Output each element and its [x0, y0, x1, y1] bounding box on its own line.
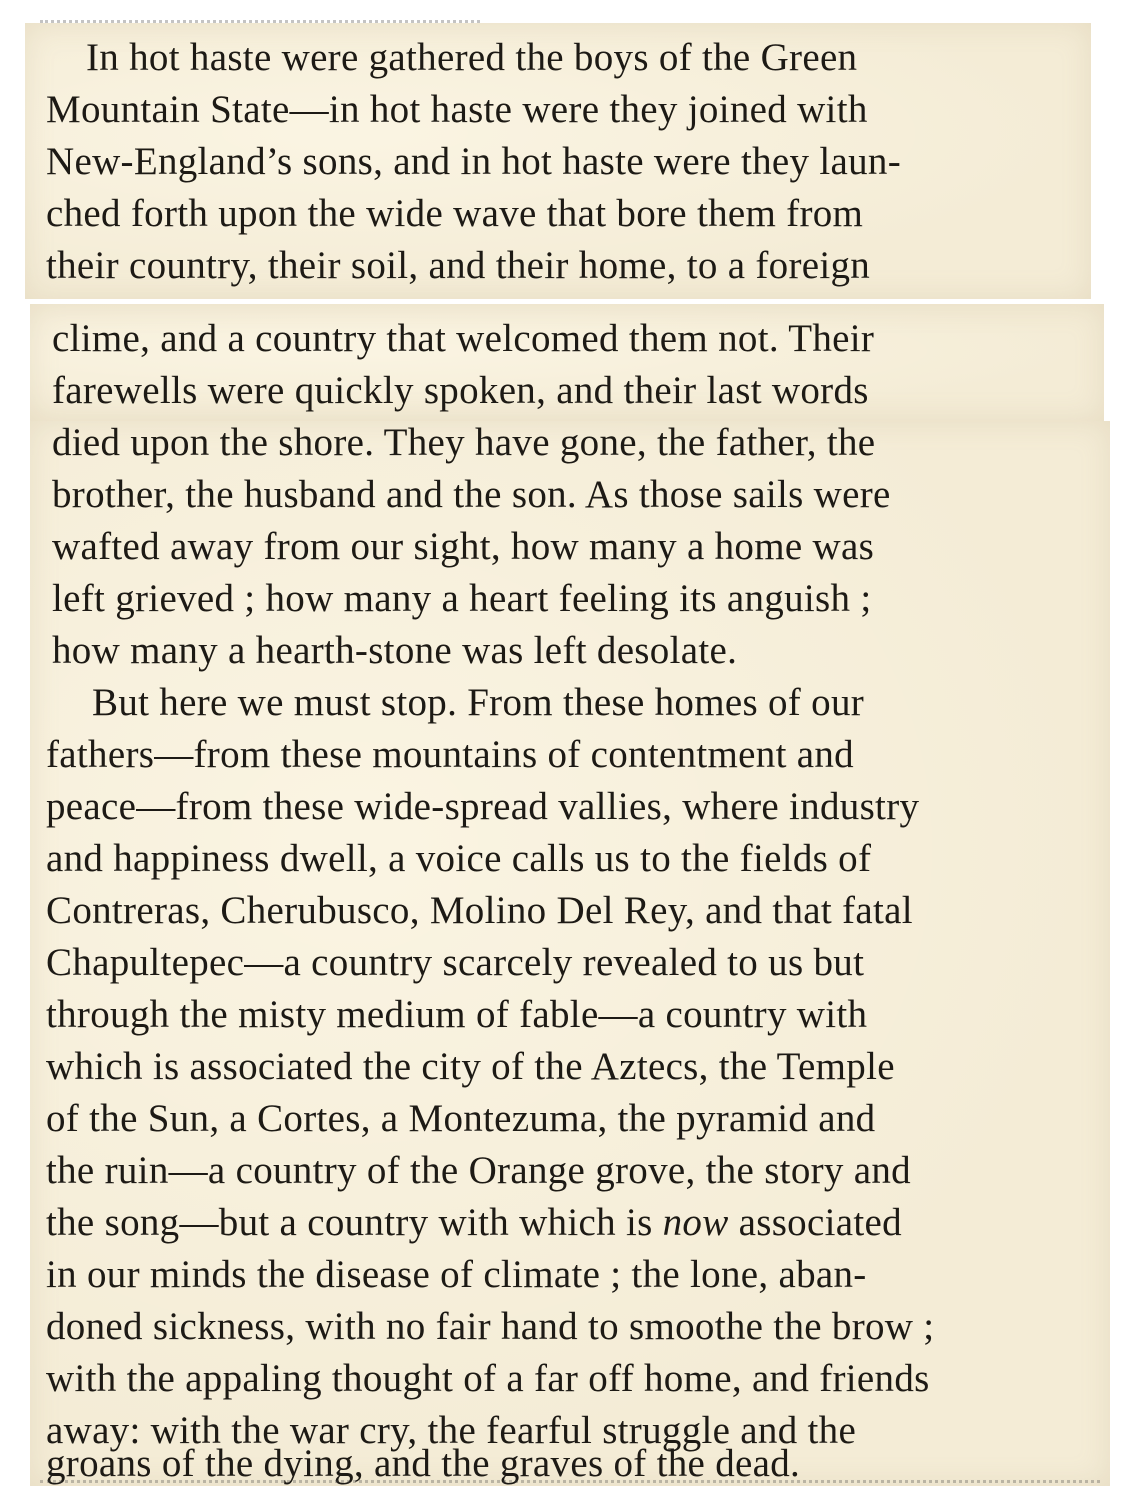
text-line: brother, the husband and the son. As those sails were [52, 473, 891, 516]
scan-edge-artifact-top [40, 4, 480, 23]
text-line: But here we must stop. From these homes of our [92, 681, 865, 724]
text-line: wafted away from our sight, how many a home was [52, 525, 875, 568]
text-line: New-England’s sons, and in hot haste were they laun- [46, 140, 901, 183]
text-line: Chapultepec—a country scarcely revealed to us but [46, 941, 865, 984]
text-line: clime, and a country that welcomed them not. Their [52, 317, 875, 360]
text-line: died upon the shore. They have gone, the father, the [52, 421, 876, 464]
text-line: farewells were quickly spoken, and their last words [52, 369, 869, 412]
scan-edge-artifact-bottom [40, 1480, 1100, 1489]
text-line: of the Sun, a Cortes, a Montezuma, the pyramid and [46, 1097, 876, 1140]
text-line: through the misty medium of fable—a country with [46, 993, 868, 1036]
text-line: groans of the dying, and the graves of the dead. [46, 1442, 801, 1485]
text-line: and happiness dwell, a voice calls us to the fields of [46, 837, 872, 880]
text-line: with the appaling thought of a far off home, and friends [46, 1357, 930, 1400]
italic-word: now [662, 1201, 729, 1244]
text-line: peace—from these wide-spread vallies, where industry [46, 785, 920, 828]
text-line: the ruin—a country of the Orange grove, the story and [46, 1149, 911, 1192]
text-segment: the song—but a country with which is [46, 1201, 653, 1244]
text-line: how many a hearth-stone was left desolate. [52, 629, 738, 672]
text-line: which is associated the city of the Aztecs, the Temple [46, 1045, 895, 1088]
text-line: in our minds the disease of climate ; the lone, aban- [46, 1253, 867, 1296]
text-line: In hot haste were gathered the boys of the Green [86, 36, 858, 79]
text-line: fathers—from these mountains of contentment and [46, 733, 854, 776]
text-line: ched forth upon the wide wave that bore them from [46, 192, 864, 235]
text-line: left grieved ; how many a heart feeling its anguish ; [52, 577, 872, 620]
text-line: doned sickness, with no fair hand to smoothe the brow ; [46, 1305, 935, 1348]
text-line: Mountain State—in hot haste were they joined with [46, 88, 868, 131]
text-line [46, 1197, 902, 1249]
text-line: away: with the war cry, the fearful struggle and the [46, 1409, 857, 1452]
text-line: Contreras, Cherubusco, Molino Del Rey, and that fatal [46, 889, 913, 932]
text-segment: associated [738, 1201, 902, 1244]
text-line: their country, their soil, and their home, to a foreign [46, 244, 871, 287]
